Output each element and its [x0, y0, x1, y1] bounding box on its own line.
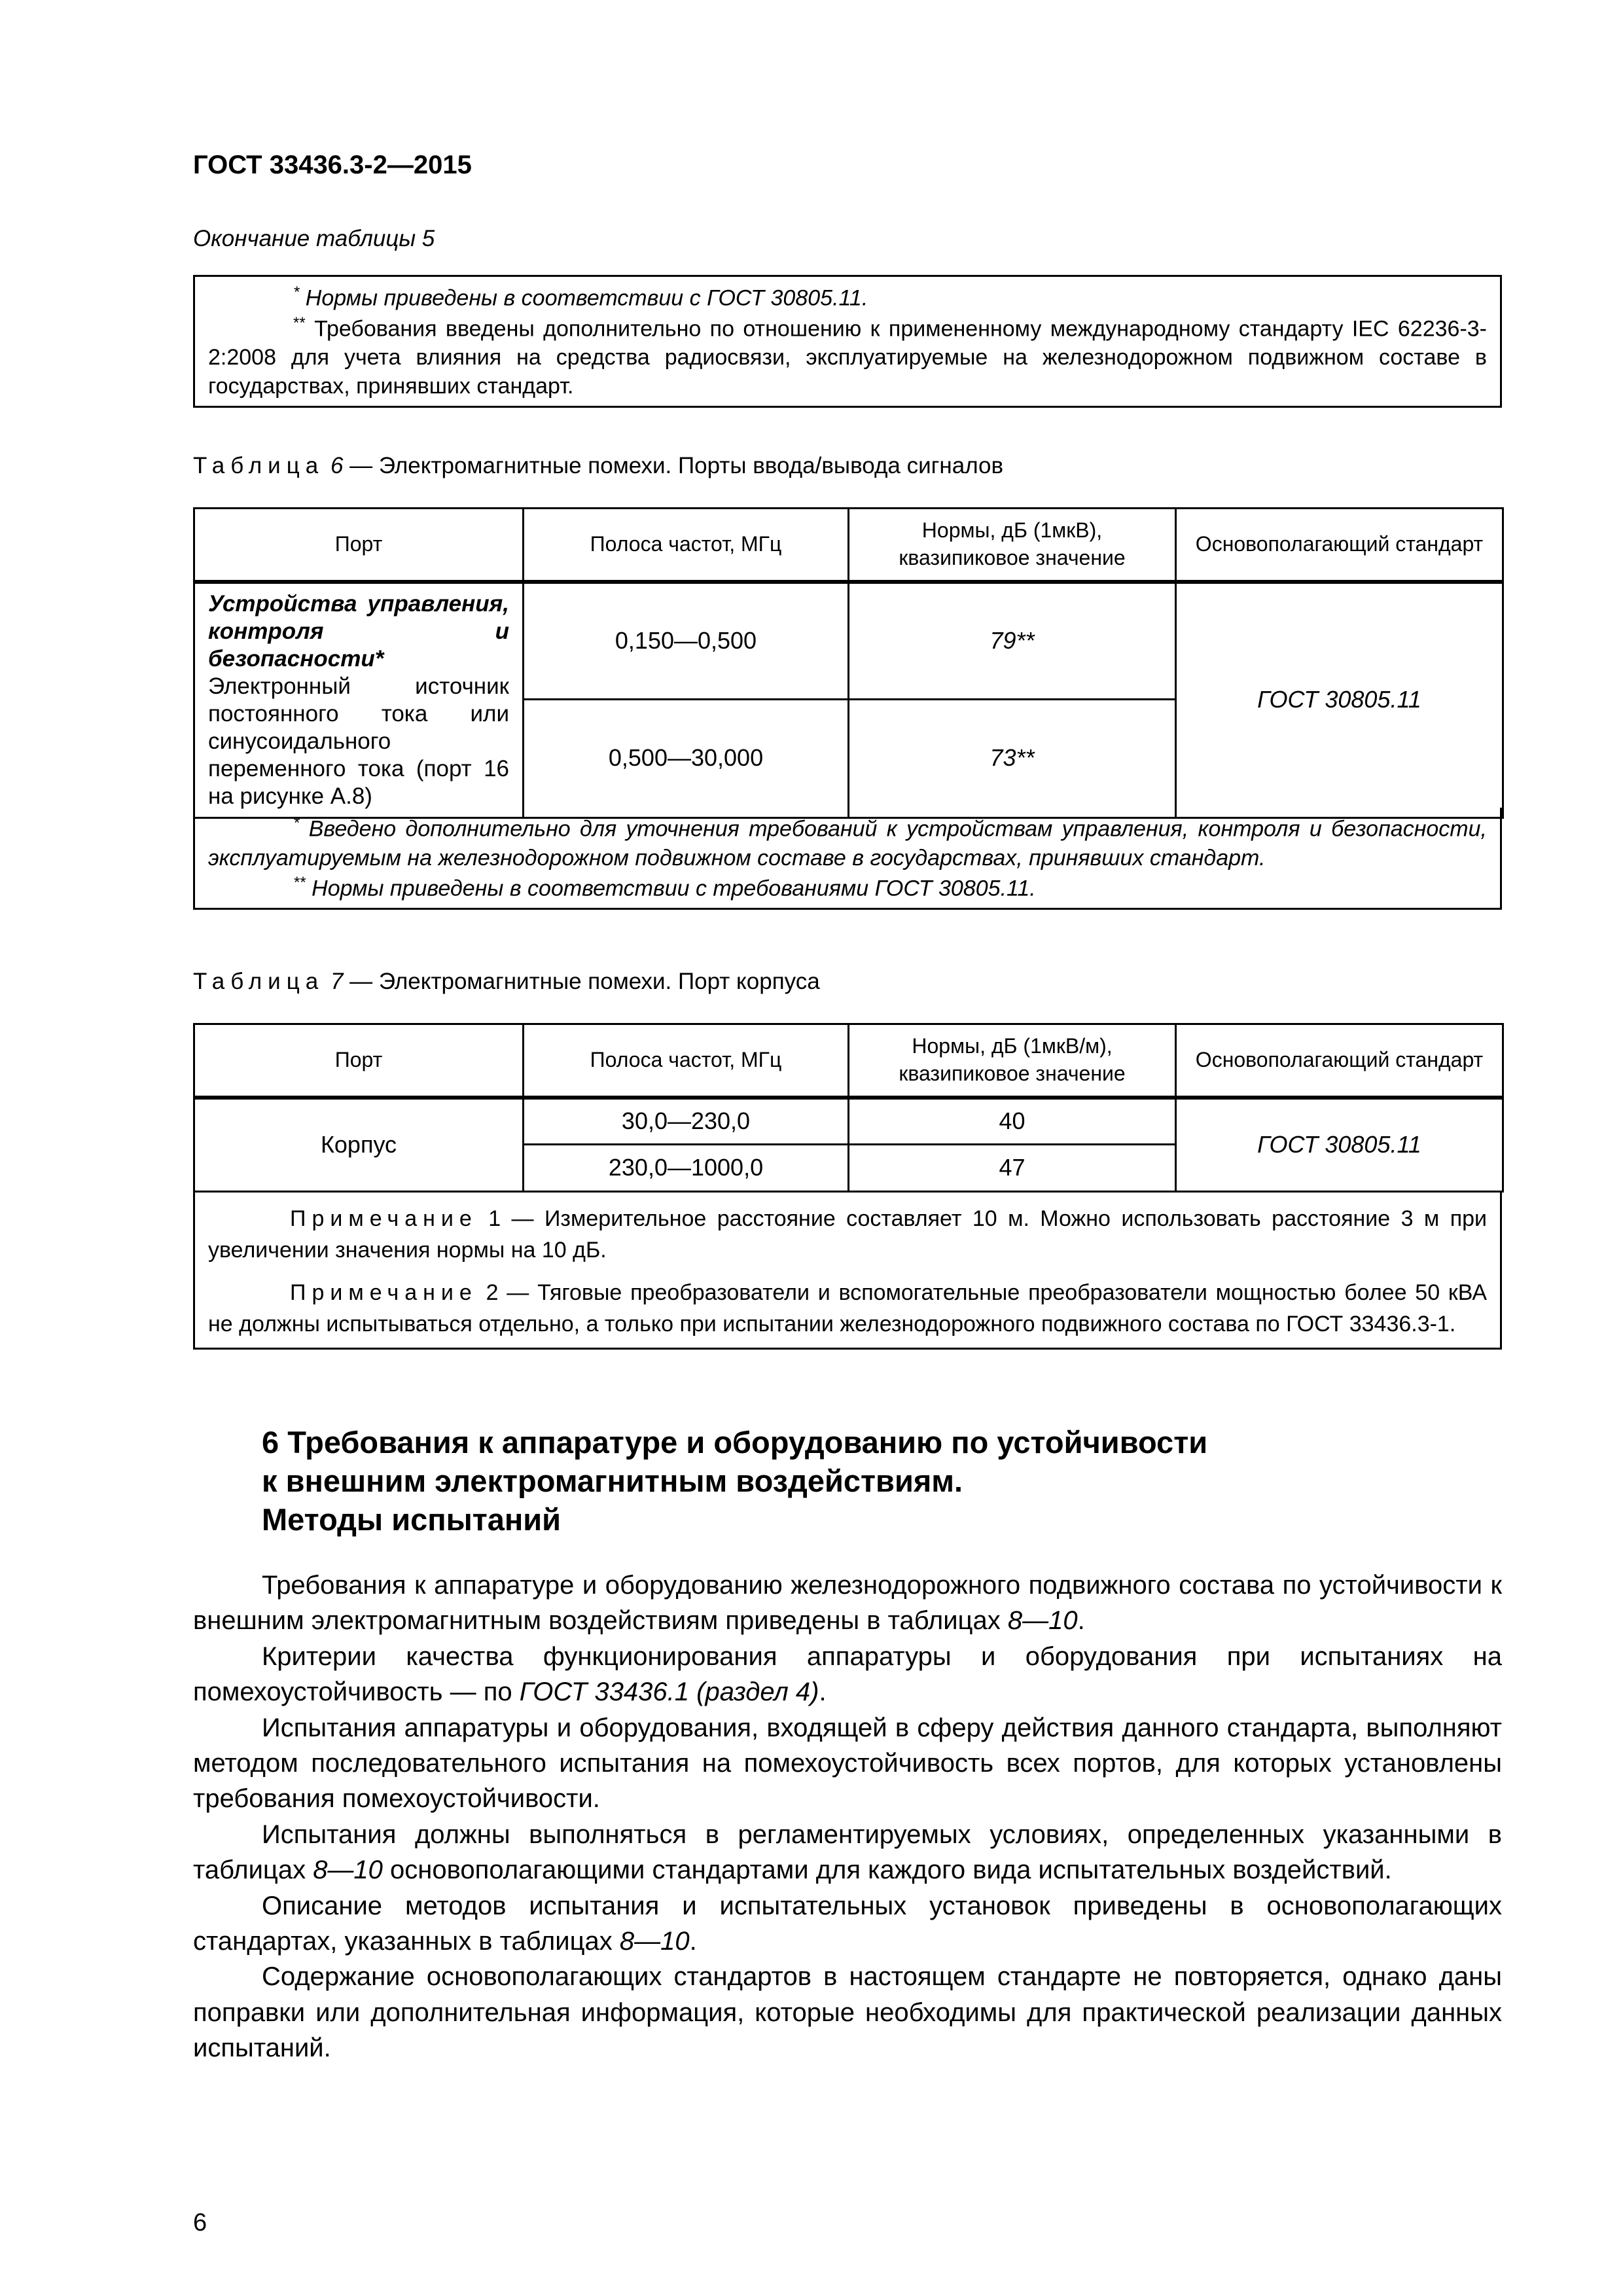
table7-header-band: Полоса частот, МГц — [524, 1024, 849, 1098]
paragraph-1: Требования к аппаратуре и оборудованию железнодорожного подвижного состава по устойчивости к внешним электромагнитным воздействиям приведены в таблицах 8—10. — [193, 1571, 1502, 1636]
paragraph-5: Описание методов испытания и испытательных установок приведены в основополагающих стандартах, указанных в таблицах 8—10. — [193, 1891, 1502, 1956]
table6-note-1: * Введено дополнительно для уточнения требований к устройствам управления, контроля и безопасности, эксплуатируемым на железнодорожном подвижном составе в государствах, принявших стандарт. — [208, 814, 1487, 870]
table5-note-1: * Нормы приведены в соответствии с ГОСТ 30805.11. — [293, 283, 868, 311]
table6-norm-2: 73** — [849, 700, 1176, 817]
table6-notes-box — [193, 808, 1502, 910]
table7-band-1: 30,0—230,0 — [524, 1098, 849, 1145]
table6-header-band: Полоса частот, МГц — [524, 509, 849, 582]
table7 — [193, 1023, 1504, 1193]
table7-norm-2: 47 — [849, 1145, 1176, 1192]
table6-port-cell: Устройства управления, контроля и безопасности* Электронный источник постоянного тока или синусоидального переменного тока (порт 16 на рисунке А.8) — [194, 582, 524, 818]
table7-note-2: Примечание 2 — Тяговые преобразователи и вспомогательные преобразователи мощностью более 50 кВА не должны испытываться отдельно, а только при испытании железнодорожного подвижного состава по ГОСТ 33436.3-1. — [208, 1280, 1487, 1336]
section-6-body — [193, 1568, 1502, 2066]
table6-header-port: Порт — [194, 509, 524, 582]
paragraph-4: Испытания должны выполняться в регламентируемых условиях, определенных указанными в таблицах 8—10 основополагающими стандартами для каждого вида испытательных воздействий. — [193, 1820, 1502, 1885]
table6-norm-1: 79** — [849, 582, 1176, 700]
paragraph-6: Содержание основополагающих стандартов в настоящем стандарте не повторяется, однако даны поправки или дополнительная информация, которые необходимы для практической реализации данных испытаний. — [193, 1962, 1502, 2063]
table7-header-standard: Основополагающий стандарт — [1176, 1024, 1503, 1098]
table7-note-1: Примечание 1 — Измерительное расстояние составляет 10 м. Можно использовать расстояние 3 м при увеличении значения нормы на 10 дБ. — [208, 1206, 1488, 1263]
table5-continuation-label: Окончание таблицы 5 — [193, 226, 435, 251]
document-page — [193, 0, 1502, 2296]
table7-header-port: Порт — [194, 1024, 524, 1098]
table6-standard: ГОСТ 30805.11 — [1176, 582, 1503, 818]
paragraph-2: Критерии качества функционирования аппаратуры и оборудования при испытаниях на помехоустойчивость — по ГОСТ 33436.1 (раздел 4). — [193, 1641, 1502, 1707]
table5-note-2: ** Требования введены дополнительно по отношению к примененному международному стандарту IEC 62236-3-2:2008 для учета влияния на средства радиосвязи, эксплуатируемые на железнодорожном подвижном составе в государствах, принявших стандарт. — [208, 314, 1487, 399]
table5-notes-box — [193, 275, 1502, 408]
table7-caption: Таблица 7 — Электромагнитные помехи. Порт корпуса — [193, 969, 820, 994]
table7-port: Корпус — [194, 1098, 524, 1192]
table7-header-norm: Нормы, дБ (1мкВ/м), квазипиковое значение — [849, 1024, 1176, 1098]
table6-band-2: 0,500—30,000 — [524, 700, 849, 817]
table6-header-standard: Основополагающий стандарт — [1176, 509, 1503, 582]
document-code: ГОСТ 33436.3-2—2015 — [193, 151, 472, 179]
table6-band-1: 0,150—0,500 — [524, 582, 849, 700]
table6-caption: Таблица 6 — Электромагнитные помехи. Порты ввода/вывода сигналов — [193, 453, 1004, 478]
paragraph-3: Испытания аппаратуры и оборудования, входящей в сферу действия данного стандарта, выполняют методом последовательного испытания на помехоустойчивость всех портов, для которых установлены требования помехоустойчивости. — [193, 1713, 1502, 1814]
table7-notes-box — [193, 1191, 1502, 1350]
page-number: 6 — [193, 2209, 207, 2236]
table7-norm-1: 40 — [849, 1098, 1176, 1145]
section-6-title: 6 Требования к аппаратуре и оборудованию по устойчивости к внешним электромагнитным воздействиям. Методы испытаний — [262, 1425, 1208, 1537]
table6 — [193, 507, 1504, 819]
table7-band-2: 230,0—1000,0 — [524, 1145, 849, 1192]
table7-standard: ГОСТ 30805.11 — [1176, 1098, 1503, 1192]
table6-header-norm: Нормы, дБ (1мкВ), квазипиковое значение — [849, 509, 1176, 582]
table6-note-2: ** Нормы приведены в соответствии с требованиями ГОСТ 30805.11. — [293, 873, 1036, 901]
